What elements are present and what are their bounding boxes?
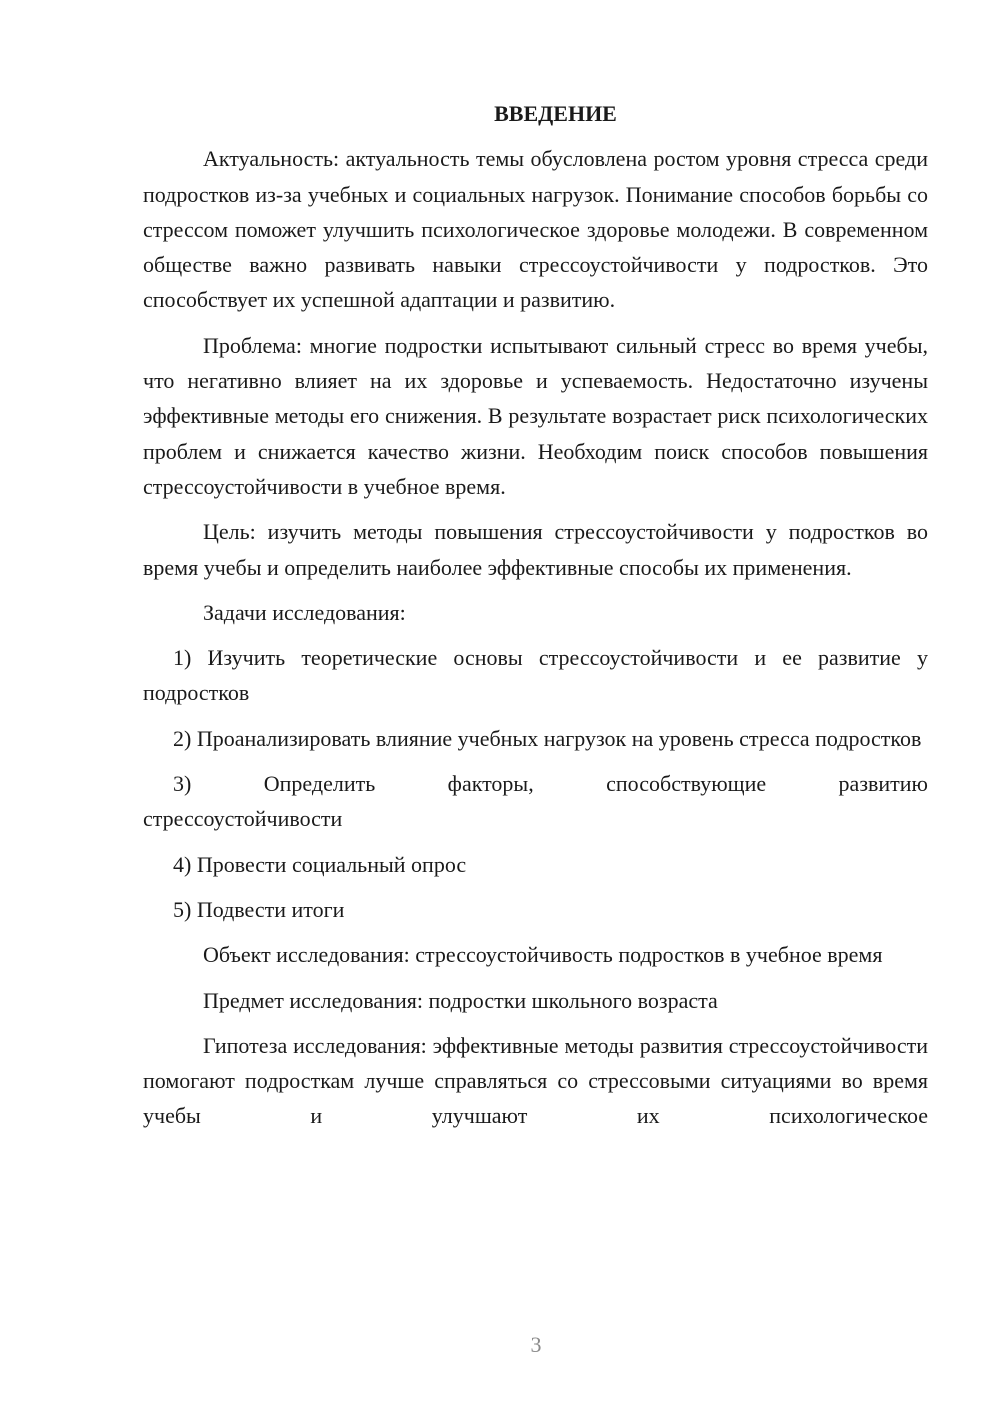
page-number: 3: [530, 1332, 542, 1357]
subject-paragraph: Предмет исследования: подростки школьного возраста: [203, 987, 718, 1013]
task-item-3: [143, 766, 928, 837]
section-heading: ВВЕДЕНИЕ: [494, 101, 617, 126]
task-item-2: 2) Проанализировать влияние учебных нагрузок на уровень стресса подростков: [173, 725, 922, 751]
task-item-3-line-1: 3) Определить факторы, способствующие развитию: [173, 771, 928, 797]
task-item-4: 4) Провести социальный опрос: [173, 851, 467, 877]
goal-paragraph: Цель: изучить методы повышения стрессоустойчивости у подростков во время учебы и определить наиболее эффективные способы их применения.: [143, 519, 928, 580]
object-paragraph: Объект исследования: стрессоустойчивость подростков в учебное время: [203, 942, 883, 968]
task-item-1: 1) Изучить теоретические основы стрессоустойчивости и ее развитие у подростков: [143, 645, 928, 706]
page-content: [143, 96, 928, 1144]
task-item-5: 5) Подвести итоги: [173, 896, 345, 922]
relevance-paragraph: Актуальность: актуальность темы обусловлена ростом уровня стресса среди подростков из-за учебных и социальных нагрузок. Понимание способов борьбы со стрессом поможет улучшить психологическое здоровье молодежи. В современном обществе важно развивать навыки стрессоустойчивости у подростков. Это способствует их успешной адаптации и развитию.: [143, 146, 928, 313]
hypothesis-paragraph: Гипотеза исследования: эффективные методы развития стрессоустойчивости помогают подросткам лучше справляться со стрессовыми ситуациями во время учебы и улучшают их психологическое: [143, 1032, 928, 1129]
problem-paragraph: Проблема: многие подростки испытывают сильный стресс во время учебы, что негативно влияет на их здоровье и успеваемость. Недостаточно изучены эффективные методы его снижения. В результате возрастает риск психологических проблем и снижается качество жизни. Необходим поиск способов повышения стрессоустойчивости в учебное время.: [143, 332, 928, 499]
tasks-title: Задачи исследования:: [203, 599, 406, 625]
task-item-3-line-2: стрессоустойчивости: [143, 806, 343, 832]
